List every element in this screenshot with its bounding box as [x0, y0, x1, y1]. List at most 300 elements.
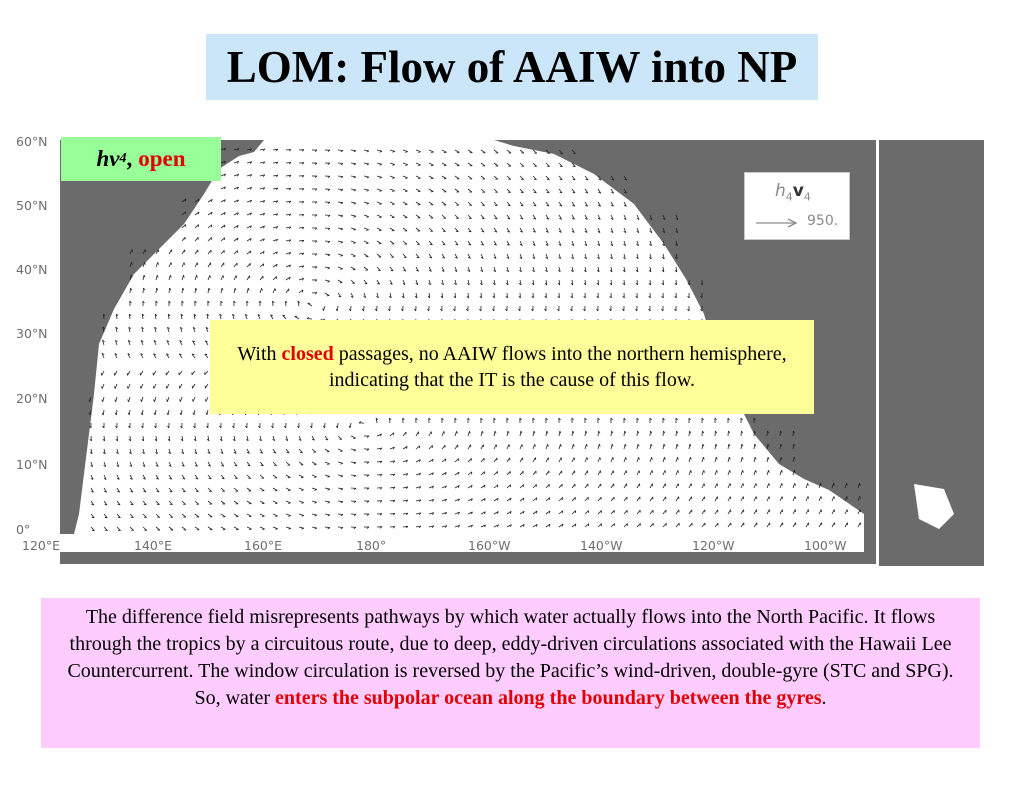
- flow-vector: [702, 497, 705, 501]
- flow-vector: [377, 215, 382, 217]
- flow-vector: [832, 510, 834, 515]
- flow-vector-head: [366, 243, 368, 244]
- flow-vector: [702, 510, 705, 514]
- flow-vector: [312, 475, 317, 477]
- flow-vector: [351, 241, 356, 243]
- flow-vector: [325, 449, 329, 452]
- flow-vector: [754, 523, 757, 527]
- flow-vector: [559, 458, 561, 463]
- flow-vector: [624, 444, 625, 449]
- flow-vector: [689, 444, 690, 449]
- difference-field-note: [41, 598, 980, 748]
- flow-vector: [624, 471, 626, 476]
- flow-vector: [181, 410, 182, 415]
- flow-vector: [364, 176, 369, 177]
- flow-vector: [377, 176, 382, 177]
- flow-vector: [546, 471, 549, 475]
- flow-vector: [715, 484, 717, 489]
- flow-vector-head: [341, 515, 343, 516]
- flow-vector: [312, 449, 316, 452]
- flow-vector-head: [222, 478, 224, 479]
- title-box: [206, 34, 818, 100]
- flow-vector-head: [301, 490, 303, 491]
- flow-vector: [351, 254, 356, 256]
- flow-vector-head: [157, 275, 158, 277]
- flow-vector-head: [141, 399, 142, 401]
- flow-vector: [455, 176, 459, 179]
- flow-vector: [156, 288, 157, 293]
- flow-vector: [364, 241, 369, 243]
- flow-vector: [325, 488, 330, 489]
- flow-vector: [169, 250, 172, 254]
- flow-vector: [416, 176, 421, 178]
- flow-vector: [115, 371, 117, 375]
- flow-vector-head: [587, 457, 588, 459]
- flow-vector: [299, 488, 304, 490]
- flow-vector-head: [167, 399, 168, 401]
- flow-vector-head: [302, 515, 304, 516]
- tag-separator: ,: [126, 146, 133, 171]
- flow-vector: [676, 457, 678, 462]
- flow-vector: [286, 501, 291, 503]
- flow-vector: [337, 306, 338, 311]
- flow-vector-head: [197, 275, 198, 277]
- flow-vector-head: [392, 204, 395, 205]
- flow-vector: [585, 431, 586, 436]
- flow-vector: [845, 523, 847, 527]
- flow-vector: [715, 510, 718, 514]
- flow-vector: [195, 263, 197, 267]
- flow-vector-head: [509, 444, 510, 447]
- flow-vector: [767, 483, 769, 488]
- flow-vector-head: [171, 262, 172, 264]
- flow-vector-head: [328, 489, 330, 490]
- flow-vector: [572, 458, 574, 463]
- flow-vector-head: [418, 165, 420, 166]
- x-axis-label: 160°W: [468, 538, 511, 553]
- flow-vector: [350, 423, 351, 428]
- flow-vector: [156, 527, 160, 530]
- flow-vector: [767, 523, 770, 527]
- flow-vector: [663, 444, 664, 449]
- flow-vector: [221, 514, 225, 517]
- flow-vector-head: [586, 431, 587, 433]
- flow-vector: [793, 496, 795, 501]
- flow-vector: [247, 514, 251, 516]
- flow-vector-head: [599, 444, 600, 446]
- flow-vector-head: [625, 444, 626, 446]
- flow-vector: [299, 527, 304, 528]
- flow-vector-head: [573, 166, 576, 167]
- flow-vector: [559, 444, 561, 449]
- flow-vector-head: [366, 230, 369, 231]
- flow-vector-head: [185, 212, 186, 214]
- flow-vector-head: [547, 179, 550, 180]
- flow-vector-head: [275, 516, 277, 517]
- flow-vector-head: [613, 457, 614, 459]
- flow-vector: [221, 275, 223, 280]
- flow-vector: [182, 527, 186, 530]
- flow-vector-head: [367, 203, 369, 204]
- flow-vector: [819, 510, 821, 515]
- flow-vector: [234, 488, 238, 491]
- flow-vector: [637, 457, 639, 462]
- flow-vector: [193, 384, 196, 388]
- yellow-note-after: passages, no AAIW flows into the northern hemisphere, indicating that the IT is the cause of this flow.: [328, 343, 787, 391]
- flow-vector: [155, 410, 156, 415]
- flow-vector-head: [205, 354, 207, 355]
- flow-vector: [208, 514, 212, 517]
- flow-vector-head: [157, 288, 158, 290]
- flow-vector: [312, 514, 317, 515]
- flow-vector: [754, 510, 757, 514]
- flow-vector-head: [341, 463, 343, 464]
- flow-vector: [156, 275, 157, 280]
- flow-vector: [338, 215, 343, 216]
- flow-vector: [260, 475, 264, 478]
- flow-vector-head: [612, 444, 613, 446]
- y-axis-label: 0°: [16, 522, 31, 537]
- flow-vector: [116, 410, 117, 415]
- flow-vector: [364, 163, 369, 164]
- flow-vector: [260, 514, 265, 516]
- flow-vector: [702, 484, 704, 489]
- flow-vector: [689, 431, 690, 436]
- flow-vector: [793, 523, 796, 527]
- flow-vector-head: [249, 529, 252, 530]
- flow-vector: [247, 276, 250, 280]
- flow-vector-head: [444, 152, 447, 153]
- flow-vector-head: [341, 476, 343, 477]
- flow-vector: [455, 163, 459, 166]
- flow-vector: [754, 457, 755, 462]
- flow-vector: [533, 150, 537, 153]
- flow-vector: [741, 510, 744, 514]
- flow-vector-head: [703, 444, 704, 446]
- flow-vector: [208, 263, 211, 267]
- flow-vector-head: [222, 288, 223, 290]
- flow-vector-head: [118, 517, 121, 518]
- flow-vector: [325, 241, 330, 242]
- flow-vector: [182, 275, 184, 280]
- flow-vector-head: [115, 413, 116, 415]
- flow-vector: [221, 288, 222, 293]
- flow-vector: [273, 475, 277, 478]
- flow-vector: [754, 444, 755, 449]
- flow-vector: [442, 176, 446, 179]
- flow-vector: [650, 497, 653, 501]
- flow-vector: [676, 510, 679, 514]
- flow-vector: [793, 483, 795, 488]
- flow-vector: [637, 444, 638, 449]
- flow-vector: [168, 410, 169, 415]
- flow-vector-head: [210, 275, 211, 277]
- flow-vector: [351, 436, 356, 438]
- flow-vector: [338, 449, 343, 451]
- flow-vector: [308, 303, 312, 306]
- flow-vector: [650, 444, 651, 449]
- flow-vector: [455, 189, 459, 192]
- flow-vector-head: [612, 431, 613, 433]
- flow-vector: [676, 431, 677, 436]
- flow-vector: [338, 163, 343, 164]
- flow-vector: [351, 215, 356, 216]
- flow-vector: [351, 176, 356, 177]
- flow-vector-head: [755, 444, 756, 446]
- flow-vector: [611, 457, 613, 462]
- flow-vector-head: [392, 191, 394, 192]
- flow-vector: [676, 470, 678, 475]
- flow-vector-head: [769, 470, 770, 472]
- flow-vector: [273, 501, 278, 503]
- flow-vector-head: [782, 470, 783, 472]
- flow-vector-head: [170, 288, 171, 290]
- flow-vector-head: [743, 470, 744, 472]
- flow-vector-head: [380, 151, 382, 152]
- legend-h: h: [775, 181, 786, 201]
- flow-vector: [338, 280, 342, 283]
- flow-vector: [559, 431, 560, 436]
- flow-vector: [728, 444, 729, 449]
- flow-vector: [455, 445, 458, 449]
- flow-vector: [182, 263, 184, 268]
- flow-vector: [637, 510, 640, 514]
- flow-vector: [195, 514, 199, 517]
- y-axis-label: 60°N: [16, 134, 48, 149]
- flow-vector: [260, 501, 264, 503]
- flow-vector: [153, 371, 156, 375]
- flow-vector: [273, 514, 278, 516]
- flow-vector-head: [341, 190, 343, 191]
- flow-vector: [637, 497, 640, 501]
- flow-vector-head: [248, 288, 249, 290]
- flow-vector-head: [665, 470, 666, 472]
- flow-vector-head: [456, 231, 458, 232]
- flow-vector-head: [288, 503, 290, 504]
- flow-vector: [377, 189, 382, 191]
- flow-vector: [377, 150, 382, 151]
- flow-vector-head: [366, 217, 368, 218]
- flow-vector-head: [314, 490, 316, 491]
- closed-passages-text: [220, 341, 804, 393]
- flow-vector-head: [588, 524, 589, 527]
- flow-vector: [780, 510, 782, 514]
- flow-vector-head: [717, 470, 718, 472]
- flow-vector: [195, 275, 197, 280]
- flow-vector-head: [275, 288, 276, 291]
- flow-vector: [442, 189, 446, 192]
- flow-vector: [429, 176, 433, 178]
- flow-vector-head: [275, 503, 277, 504]
- flow-vector-head: [768, 457, 769, 459]
- flow-vector-head: [262, 516, 264, 517]
- flow-vector: [351, 475, 356, 476]
- flow-vector-head: [262, 529, 264, 530]
- flow-vector-head: [704, 470, 705, 472]
- flow-vector: [481, 163, 485, 166]
- flow-vector-head: [302, 528, 304, 529]
- flow-vector-head: [128, 413, 129, 415]
- flow-vector: [754, 497, 756, 502]
- flow-vector: [650, 484, 652, 488]
- flow-vector: [832, 523, 834, 527]
- flow-vector: [416, 202, 420, 205]
- flow-vector: [650, 470, 652, 475]
- flow-vector-head: [328, 281, 330, 282]
- flow-vector: [403, 163, 408, 165]
- flow-vector: [585, 471, 588, 475]
- flow-vector-head: [730, 470, 731, 472]
- flow-vector: [128, 384, 130, 389]
- flow-vector-head: [652, 457, 653, 459]
- flow-vector-head: [756, 483, 757, 485]
- flow-vector: [663, 497, 666, 501]
- flow-vector-head: [367, 151, 369, 152]
- flow-vector: [572, 471, 575, 475]
- flow-vector: [142, 397, 144, 402]
- flow-vector: [611, 431, 612, 436]
- flow-vector: [338, 488, 343, 489]
- flow-vector: [143, 288, 144, 293]
- flow-vector-head: [716, 444, 717, 446]
- legend-arrow-icon: [755, 217, 801, 229]
- flow-vector: [364, 267, 368, 270]
- flow-vector: [390, 163, 395, 165]
- flow-vector: [689, 497, 692, 501]
- vector-scale-legend: [744, 172, 850, 240]
- flow-vector: [221, 527, 225, 529]
- flow-vector: [468, 150, 472, 153]
- flow-vector-head: [431, 165, 434, 166]
- flow-vector: [403, 241, 407, 244]
- flow-vector: [676, 484, 678, 488]
- flow-vector-head: [769, 483, 770, 485]
- flow-vector-head: [353, 438, 355, 439]
- flow-vector-head: [283, 315, 285, 316]
- flow-vector: [689, 510, 692, 514]
- flow-vector: [780, 470, 782, 475]
- flow-vector: [468, 176, 472, 179]
- flow-vector-head: [729, 444, 730, 446]
- flow-vector-head: [341, 177, 343, 178]
- flow-vector-head: [821, 510, 822, 513]
- flow-vector: [312, 501, 317, 502]
- flow-vector: [193, 397, 195, 402]
- flow-vector-head: [405, 165, 407, 166]
- flow-vector: [234, 514, 238, 517]
- flow-vector: [780, 497, 782, 502]
- flow-vector: [325, 475, 330, 477]
- x-axis-label: 180°: [356, 538, 387, 553]
- flow-vector-head: [484, 472, 485, 475]
- flow-vector: [325, 462, 330, 464]
- flow-vector: [572, 444, 573, 449]
- flow-vector-head: [690, 444, 691, 446]
- flow-vector: [559, 484, 562, 488]
- flow-vector-head: [756, 470, 757, 472]
- flow-vector: [520, 471, 523, 475]
- tag-prefix: hv: [96, 146, 120, 171]
- flow-vector: [702, 457, 703, 462]
- flow-vector-head: [430, 244, 433, 245]
- flow-vector: [338, 241, 343, 242]
- flow-vector: [286, 527, 291, 528]
- flow-vector: [715, 457, 716, 462]
- flow-vector: [102, 384, 104, 389]
- flow-vector-head: [341, 502, 343, 503]
- flow-vector: [624, 431, 625, 436]
- flow-vector-head: [341, 229, 343, 230]
- flow-vector: [260, 288, 262, 293]
- flow-vector: [403, 432, 406, 436]
- flow-vector: [273, 527, 278, 529]
- flow-vector-head: [639, 471, 640, 473]
- flow-vector: [767, 457, 768, 462]
- flow-vector-head: [561, 458, 562, 461]
- flow-vector-head: [128, 400, 129, 402]
- flow-vector-head: [328, 268, 330, 269]
- flow-vector-head: [561, 444, 562, 446]
- y-axis-label: 40°N: [16, 262, 48, 277]
- flow-vector: [507, 163, 511, 166]
- flow-vector: [559, 471, 562, 475]
- y-axis-label: 20°N: [16, 391, 48, 406]
- flow-vector: [128, 371, 131, 375]
- flow-vector-head: [144, 275, 145, 277]
- flow-vector-head: [341, 489, 343, 490]
- x-axis-label: 120°W: [692, 538, 735, 553]
- flow-vector: [338, 228, 343, 229]
- flow-vector: [637, 471, 639, 476]
- flow-vector-head: [510, 485, 511, 487]
- flow-vector: [611, 484, 614, 488]
- flow-vector-head: [379, 191, 381, 192]
- flow-vector: [234, 501, 238, 504]
- flow-vector-head: [354, 190, 356, 191]
- flow-vector-head: [380, 177, 382, 178]
- flow-vector: [169, 262, 171, 267]
- flow-vector: [468, 431, 469, 436]
- flow-vector: [767, 510, 769, 514]
- flow-vector-head: [665, 457, 666, 459]
- flow-vector: [247, 288, 248, 293]
- flow-vector: [324, 306, 326, 311]
- flow-vector-head: [444, 431, 445, 433]
- flow-vector-head: [691, 470, 692, 473]
- flow-vector: [845, 510, 847, 515]
- flow-vector-head: [690, 457, 691, 459]
- flow-vector: [572, 484, 575, 488]
- x-axis-label: 160°E: [244, 538, 283, 553]
- flow-vector-head: [704, 484, 705, 486]
- flow-vector: [312, 527, 317, 528]
- flow-vector-head: [573, 431, 574, 433]
- flow-vector: [533, 431, 534, 436]
- flow-vector: [286, 514, 291, 516]
- flow-vector: [455, 202, 459, 205]
- flow-vector: [299, 462, 303, 465]
- flow-vector: [140, 371, 143, 375]
- pink-note-highlight: enters the subpolar ocean along the boundary between the gyres: [275, 687, 822, 709]
- flow-vector-head: [547, 431, 548, 433]
- flow-vector: [429, 202, 433, 205]
- flow-vector: [208, 288, 209, 293]
- y-axis-label: 10°N: [16, 457, 48, 472]
- flow-vector: [793, 510, 795, 514]
- flow-vector-head: [431, 432, 432, 434]
- x-axis-label: 140°E: [134, 538, 173, 553]
- flow-vector: [858, 523, 860, 527]
